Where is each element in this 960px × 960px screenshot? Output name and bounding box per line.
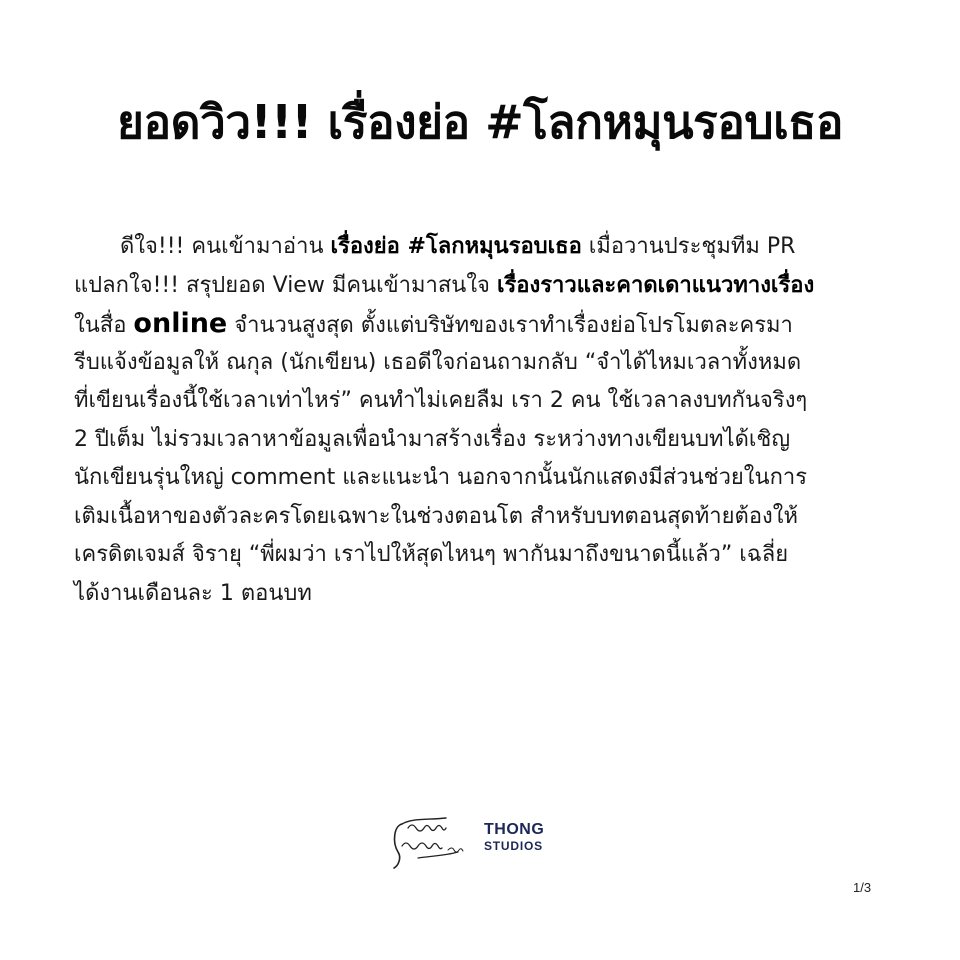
body-line-7: นักเขียนรุ่นใหญ่ comment และแนะนำ นอกจากนั้นนักแสดงมีส่วนช่วยในการ	[74, 465, 808, 490]
body-line-1-a: ดีใจ!!! คนเข้ามาอ่าน	[120, 234, 331, 259]
body-line-1-text	[120, 228, 795, 267]
studio-name-line1: THONG	[484, 821, 545, 838]
body-line-8: เติมเนื้อหาของตัวละครโดยเฉพาะในช่วงตอนโต สำหรับบทตอนสุดท้ายต้องให้	[74, 503, 799, 529]
body-line-1-bold: เรื่องย่อ #โลกหมุนรอบเธอ	[330, 234, 582, 259]
body-line-3-bold: online	[133, 308, 228, 339]
thong-studios-logo	[484, 822, 544, 852]
body-line-10: ได้งานเดือนละ 1 ตอนบท	[74, 580, 312, 606]
footer-logos	[388, 812, 558, 876]
body-line-2-bold: เรื่องราวและคาดเดาแนวทางเรื่อง	[496, 272, 815, 298]
signature-logo	[388, 812, 474, 874]
body-line-4: รีบแจ้งข้อมูลให้ ณกุล (นักเขียน) เธอดีใจก่อนถามกลับ “จำได้ไหมเวลาทั้งหมด	[74, 349, 802, 375]
body-line-9: เครดิตเจมส์ จิรายุ “พี่ผมว่า เราไปให้สุดไหนๆ พากันมาถึงขนาดนี้แล้ว” เฉลี่ย	[74, 542, 789, 567]
body-line-1-c: เมื่อวานประชุมทีม PR	[581, 234, 796, 259]
studio-name-line2: STUDIOS	[484, 839, 543, 853]
article-body	[74, 228, 888, 613]
body-line-2	[74, 267, 888, 306]
body-line-2-a: แปลกใจ!!! สรุปยอด View มีคนเข้ามาสนใจ	[74, 272, 497, 298]
page-title: ยอดวิว!!! เรื่องย่อ #โลกหมุนรอบเธอ	[116, 95, 843, 149]
body-line-3-c: จำนวนสูงสุด ตั้งแต่บริษัทของเราทำเรื่องย่อโปรโมตละครมา	[227, 313, 793, 338]
page-number: 1/3	[853, 880, 872, 895]
body-line-1	[74, 228, 888, 267]
body-line-5: ที่เขียนเรื่องนี้ใช้เวลาเท่าไหร่” คนทำไม่เคยลืม เรา 2 คน ใช้เวลาลงบทกันจริงๆ	[74, 388, 808, 413]
body-line-3	[74, 305, 888, 344]
body-line-3-a: ในสื่อ	[74, 313, 134, 338]
body-line-6: 2 ปีเต็ม ไม่รวมเวลาหาข้อมูลเพื่อนำมาสร้างเรื่อง ระหว่างทางเขียนบทได้เชิญ	[74, 426, 791, 452]
